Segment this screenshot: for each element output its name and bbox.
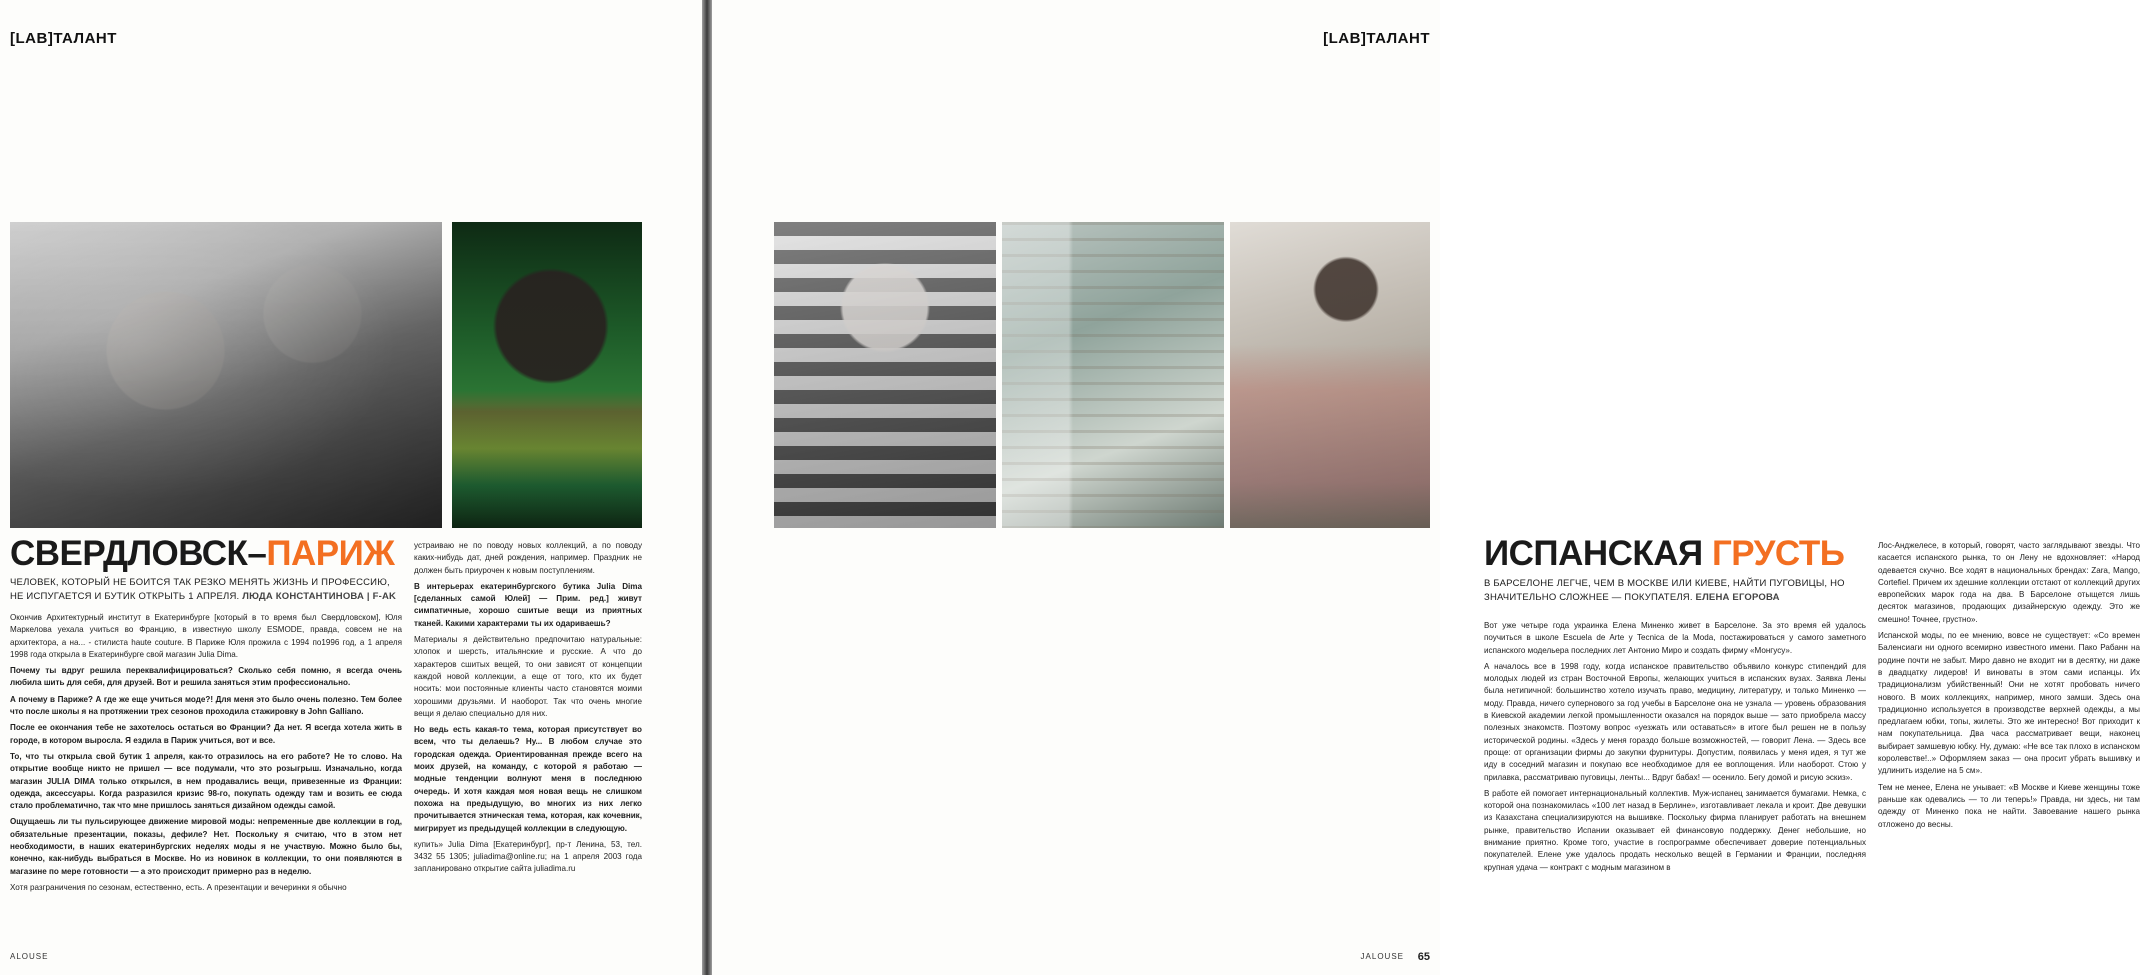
- right-column-1: [1484, 620, 1866, 942]
- logo-word: ТАЛАНТ: [1366, 30, 1430, 47]
- photo-window-view: [1002, 222, 1224, 528]
- photo-model-coat: [1230, 222, 1430, 528]
- paragraph: Но ведь есть какая-то тема, которая присутствует во всем, что ты делаешь? Ну... В любом случае это городская одежда. Ориентированная прежде всего на моих друзей, на команду, с которой я работаю — модные тенденции волнуют меня в последнюю очередь. И хотя каждая моя новая вещь не слишком похожа на предыдущую, во многих из них легко прочитывается этническая тема, которая, как кочевник, мигрирует из предыдущей коллекции в следующую.: [414, 725, 642, 833]
- paragraph: Материалы я действительно предпочитаю натуральные: хлопок и шерсть, итальянские и русские. А что до характеров сшитых вещей, то они зависят от концепции каждой новой коллекции, а еще от того, кто их будет носить: мои постоянные клиенты часто становятся моими хорошими друзьями. И наоборот. Так что очень многие вещи я делаю специально для них.: [414, 635, 642, 718]
- paragraph: А почему в Париже? А где же еще учиться моде?! Для меня это было очень полезно. Тем более что после школы я на протяжении трех сезонов проходила стажировку в John Galliano.: [10, 694, 402, 717]
- paragraph: Вот уже четыре года украинка Елена Миненко живет в Барселоне. За это время ей удалось поучиться в школе Escuela de Arte y Tecnica de la Moda, постажироваться у самого заметного испанского модельера последних лет Антонио Миро и создать фирму «Монгусу».: [1484, 621, 1866, 655]
- right-page: [712, 0, 2140, 975]
- left-deck-text: ЧЕЛОВЕК, КОТОРЫЙ НЕ БОИТСЯ ТАК РЕЗКО МЕНЯТЬ ЖИЗНЬ И ПРОФЕССИЮ, НЕ ИСПУГАЕТСЯ И БУТИК ОТКРЫТЬ 1 АПРЕЛЯ.: [10, 577, 390, 602]
- photo-model-striped-sweater: [452, 222, 642, 528]
- paragraph: Испанской моды, по ее мнению, вовсе не существует: «Со времен Баленсиаги ни одного всемирно известного имени. Пако Рабанн на родине почти не забыт. Миро давно не входит ни в десятку, ни даже в двадцатку лидеров! И виноваты в этом сами испанцы. Их традиционализм убийственный! Они не хотят пробовать ничего нового. В моих коллекциях, например, много замши. Здесь она традиционно используется в производстве верхней одежды, а мы предлагаем юбки, топы, жилеты. Это же интересно! Вот приходит к нам покупательница. Два часа рассматривает вещи, наконец выбирает замшевую юбку. Ну, думаю: «Не все так плохо в испанском королевстве!..» Оформляем заказ — она просит убрать вышивку и удлинить изделие на 5 см».: [1878, 631, 2140, 776]
- left-byline: ЛЮДА КОНСТАНТИНОВА | F-AK: [242, 590, 397, 602]
- left-page: [0, 0, 702, 975]
- logo-lab: LAB: [1328, 30, 1361, 47]
- paragraph: Хотя разграничения по сезонам, естественно, есть. А презентации и вечеринки я обычно: [10, 882, 347, 892]
- footer-left: ALOUSE: [10, 952, 49, 961]
- left-headline-part2: ПАРИЖ: [266, 534, 395, 573]
- left-headline-part1: СВЕРДЛОВСК–: [10, 534, 267, 573]
- right-deck-text: В БАРСЕЛОНЕ ЛЕГЧЕ, ЧЕМ В МОСКВЕ ИЛИ КИЕВЕ, НАЙТИ ПУГОВИЦЫ, НО ЗНАЧИТЕЛЬНО СЛОЖНЕЕ — ПОКУПАТЕЛЯ.: [1484, 578, 1845, 603]
- logo-bracket-close: ]: [1360, 30, 1367, 47]
- right-headline-part2: ГРУСТЬ: [1711, 534, 1845, 573]
- right-column-2: [1878, 540, 2140, 942]
- logo-word: ТАЛАНТ: [53, 30, 117, 47]
- paragraph: То, что ты открыла свой бутик 1 апреля, как-то отразилось на его работе? Не то слово. На открытие вообще никто не пришел — все подумали, что это розыгрыш. Изначально, когда магазин JULIA DIMA только открылся, в нем продавались вещи, привезенные из Франции: одежда, аксессуары. Когда разразился кризис 98-го, покупать одежду там и возить ее сюда стало проблематично, так что мне пришлось заняться дизайном одежды самой.: [10, 751, 402, 811]
- photo-designer-portrait-right: [774, 222, 996, 528]
- right-headline-part1: ИСПАНСКАЯ: [1484, 534, 1712, 573]
- paragraph: Окончив Архитектурный институт в Екатеринбурге [который в то время был Свердловском], Юля Маркелова уехала учиться во Францию, в известную школу ESMODE, правда, совсем не на архитектора, а на... - стилиста haute couture. В Париже Юля прожила с 1994 по1996 год, а 1 апреля 1998 года открыла в Екатеринбурге свой магазин Julia Dima.: [10, 613, 402, 659]
- paragraph: А началось все в 1998 году, когда испанское правительство объявило конкурс стипендий для молодых людей из стран Восточной Европы, желающих учиться в испанских вузах. Заявка Лены была нетипичной: большинство хотело изучать право, медицину, литературу, и только Миненко — моду. Правда, ничего суперновогo за год учебы в Барселоне она не узнала — уровень образования в Киевской академии легкой промышленности оказался на порядок выше — зато приобрела массу полезных знакомств. Поэтому вопрос «уезжать или оставаться» в итоге был решен не в пользу исторической родины. «Здесь у меня гораздо больше возможностей, — говорит Лена. — Здесь все проще: от организации фирмы до закупки фурнитуры. Допустим, появилась у меня идея, я тут же иду в соседний магазин и покупаю все необходимое для ее воплощения. Или наоборот. Стою у прилавка, рассматриваю пуговицы, ленты... Вдруг бабах! — осенило. Бегу домой и рисую эскиз».: [1484, 661, 1866, 782]
- right-byline: ЕЛЕНА ЕГОРОВА: [1695, 591, 1780, 603]
- logo-bracket-close: ]: [47, 30, 54, 47]
- paragraph: Ощущаешь ли ты пульсирующее движение мировой моды: непременные две коллекции в год, обязательные презентации, показы, дефиле? Нет. Поскольку я считаю, что в этом нет необходимости, в наших екатеринбургских неделях моды я не участвую. Можно было бы, конечно, как-нибудь выбраться в Москве. Но из новинок в коллекции, то они появляются в магазине по мере готовности — а это происходит примерно раз в неделю.: [10, 817, 402, 876]
- right-deck: [1484, 577, 1864, 605]
- paragraph: После ее окончания тебе не захотелось остаться во Франции? Да нет. Я всегда хотела жить в городе, в котором выросла. Я ездила в Париж учиться, вот и все.: [10, 723, 402, 745]
- paragraph: Лос-Анджелесе, в который, говорят, часто заглядывают звезды. Что касается испанского рынка, то он Лену не вдохновляет: «Народ одевается скучно. Все ходят в национальных брендах: Zara, Mango, Cortefiel. Причем их здешние коллекции отстают от коллекций других европейских марок года на два. В Барселоне отыщется лишь десяток магазинов, продающих дизайнерскую одежду. Это же смешно! Точнее, грустно».: [1878, 541, 2140, 624]
- lab-talent-logo-left: [10, 30, 117, 47]
- right-headline: [1484, 536, 1864, 571]
- photo-designer-portrait-left: [10, 222, 442, 528]
- purchase-info: купить» Julia Dima [Екатеринбург], пр-т Ленина, 53, тел. 3432 55 1305; juliadima@online.ru; на 1 апреля 2003 года запланировано открытие сайта juliadima.ru: [414, 839, 642, 874]
- logo-lab: LAB: [15, 30, 48, 47]
- paragraph: Почему ты вдруг решила переквалифицироваться? Сколько себя помню, я всегда очень любила шить для себя, для друзей. Вот и решила заняться этим профессионально.: [10, 666, 402, 688]
- left-column-2: [414, 540, 642, 942]
- lab-talent-logo-right: [1323, 30, 1430, 47]
- left-headline: [10, 536, 410, 571]
- footer-right: JALOUSE: [1360, 952, 1404, 961]
- logo-bracket-open: [: [10, 30, 16, 47]
- page-number: 65: [1417, 951, 1430, 963]
- left-column-1: [10, 612, 402, 942]
- left-deck: [10, 576, 402, 604]
- paragraph: Тем не менее, Елена не унывает: «В Москве и Киеве женщины тоже раньше как одевались — то ли теперь!» Правда, ни здесь, ни там одежду от Миненко пока не найти. Завоевание нашего рынка отложено до весны.: [1878, 782, 2140, 829]
- paragraph: В работе ей помогает интернациональный коллектив. Муж-испанец занимается бумагами. Немка, с которой она познакомилась «100 лет назад в Берлине», изготавливает лекала и кроит. Две девушки из Казахстана специализируются на вышивке. Поскольку фирма планирует работать на внешнем рынке, правительство Испании оказывает ей финансовую поддержку. Денег небольшие, но внимание приятно. Кроме того, участие в госпрограмме обеспечивает доверие потенциальных покупателей. Елене уже удалось продать несколько вещей в Германии и Франции, последняя крупная удача — контракт с модным магазином в: [1484, 788, 1866, 872]
- paragraph: устраиваю не по поводу новых коллекций, а по поводу каких-нибудь дат, дней рождения, например. Праздник не должен быть приурочен к новым поступлениям.: [414, 541, 642, 575]
- paragraph: В интерьерах екатеринбургского бутика Julia Dima [сделанных самой Юлей] — Прим. ред.] живут симпатичные, хорошо сшитые вещи из приятных тканей. Какими характерами ты их одариваешь?: [414, 581, 642, 628]
- logo-bracket-open: [: [1323, 30, 1329, 47]
